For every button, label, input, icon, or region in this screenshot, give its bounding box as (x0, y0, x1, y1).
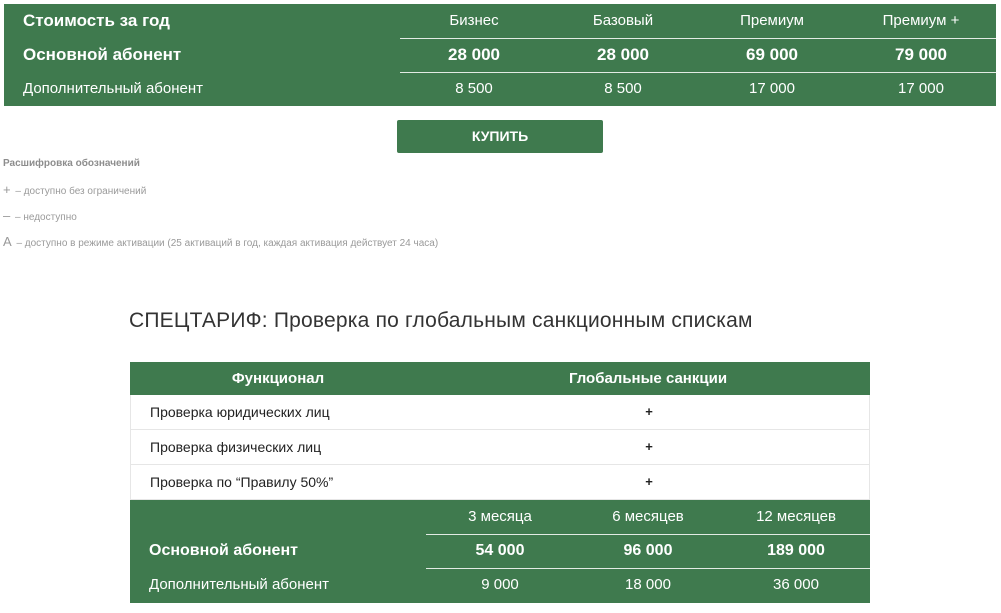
feature-row (130, 430, 870, 465)
period-12-months: 12 месяцев (756, 508, 836, 525)
special-row-additional (130, 568, 870, 602)
legend-text: – доступно в режиме активации (25 активаций в год, каждая активация действует 24 часа) (13, 238, 439, 249)
period-header-row (130, 500, 870, 534)
plus-symbol: + (3, 182, 11, 197)
feature-availability: + (645, 404, 653, 419)
plan-name-premium-plus: Премиум + (882, 12, 960, 29)
column-header-features: Функционал (231, 370, 325, 387)
activation-symbol: А (3, 234, 12, 249)
row-label: Дополнительный абонент (23, 80, 203, 97)
price-cell: 79 000 (895, 45, 947, 64)
plan-name-business: Бизнес (449, 12, 499, 29)
plan-name-premium: Премиум (740, 12, 804, 29)
price-cell: 28 000 (597, 45, 649, 64)
dash-symbol: – (3, 208, 11, 223)
pricing-row-main (4, 38, 996, 72)
legend-item-activation (3, 234, 438, 249)
price-cell: 8 500 (455, 80, 493, 97)
row-label: Дополнительный абонент (149, 576, 329, 593)
special-row-main (130, 534, 870, 568)
annual-pricing-table (4, 4, 996, 106)
row-label: Основной абонент (149, 542, 298, 559)
special-tariff-title: СПЕЦТАРИФ: Проверка по глобальным санкционным спискам (129, 309, 753, 332)
feature-name: Проверка физических лиц (150, 439, 322, 455)
price-cell: 8 500 (604, 80, 642, 97)
pricing-header-row (4, 4, 996, 38)
price-cell: 17 000 (898, 80, 944, 97)
legend-text: – недоступно (12, 212, 77, 223)
price-cell: 28 000 (448, 45, 500, 64)
price-cell: 189 000 (767, 542, 825, 559)
feature-name: Проверка юридических лиц (150, 404, 330, 420)
period-3-months: 3 месяца (468, 508, 532, 525)
features-header-row (130, 362, 870, 395)
legend-item-unavailable (3, 208, 77, 223)
row-label: Основной абонент (23, 45, 182, 64)
price-cell: 9 000 (481, 576, 519, 593)
price-cell: 18 000 (625, 576, 671, 593)
price-cell: 54 000 (475, 542, 525, 559)
feature-row (130, 465, 870, 500)
plan-name-basic: Базовый (592, 12, 654, 29)
price-cell: 69 000 (746, 45, 798, 64)
legend-item-available (3, 182, 146, 197)
legend-text: – доступно без ограничений (12, 186, 147, 197)
feature-availability: + (645, 439, 653, 454)
pricing-header-label: Стоимость за год (23, 11, 170, 30)
price-cell: 36 000 (773, 576, 819, 593)
legend-title: Расшифровка обозначений (3, 158, 140, 169)
buy-button[interactable]: КУПИТЬ (397, 120, 603, 153)
price-cell: 17 000 (749, 80, 795, 97)
period-6-months: 6 месяцев (612, 508, 684, 525)
price-cell: 96 000 (623, 542, 673, 559)
feature-row (130, 395, 870, 430)
column-header-global-sanctions: Глобальные санкции (568, 370, 728, 387)
feature-name: Проверка по “Правилу 50%” (150, 474, 334, 490)
feature-availability: + (645, 474, 653, 489)
pricing-row-additional (4, 72, 996, 106)
special-tariff-pricing (130, 500, 870, 603)
